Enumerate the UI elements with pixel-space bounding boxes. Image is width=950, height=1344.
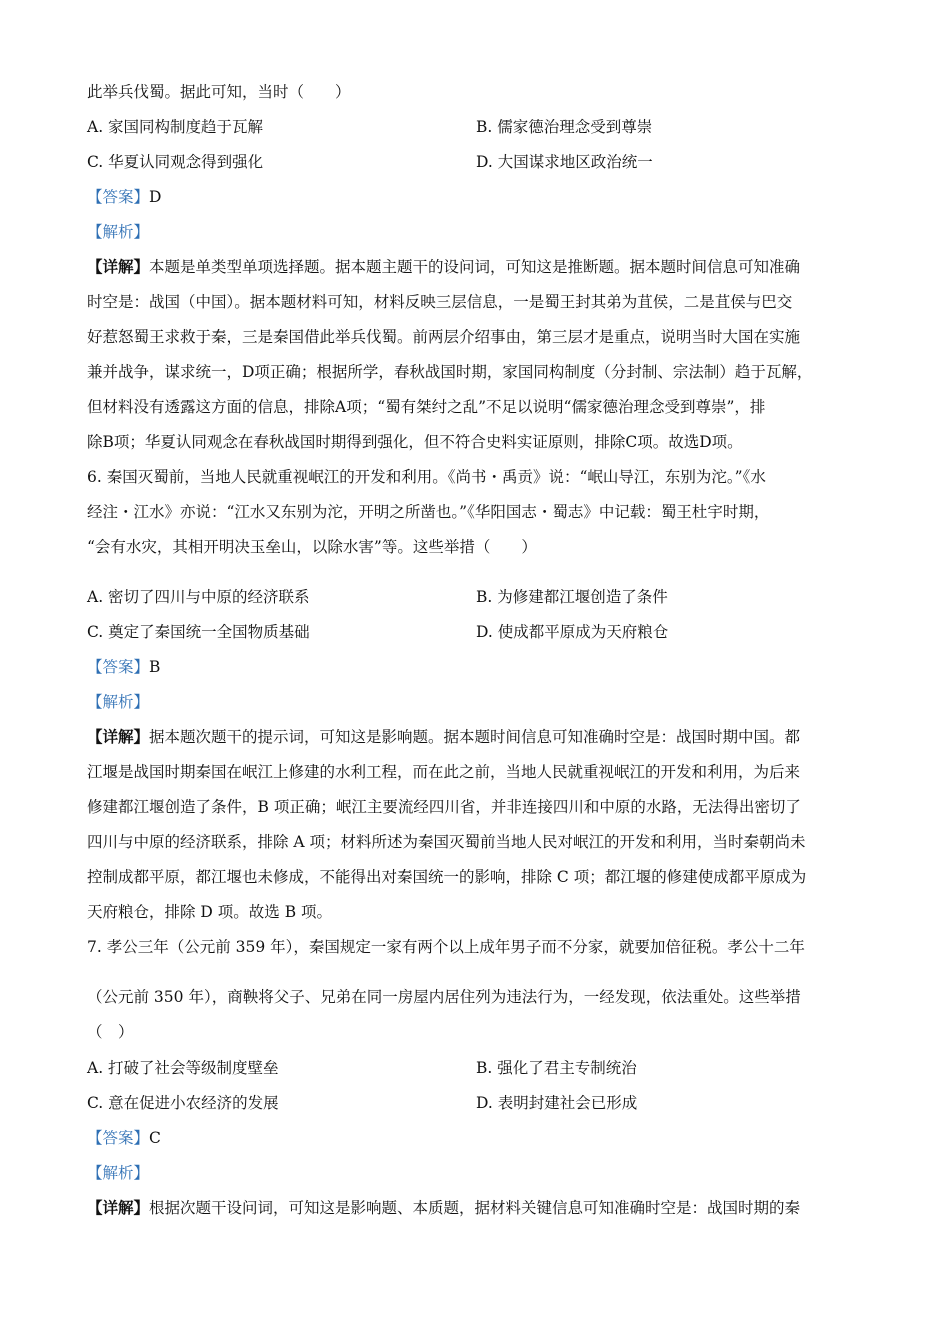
q7-option-d: D. 表明封建社会已形成 <box>476 1094 638 1112</box>
q6-answer-label: 【答案】 <box>87 658 150 676</box>
q5-stem-tail: 此举兵伐蜀。据此可知，当时（ ） <box>87 83 351 101</box>
q5-option-d: D. 大国谋求地区政治统一 <box>476 153 653 171</box>
q7-stem-line-2: （公元前 350 年），商鞅将父子、兄弟在同一房屋内居住列为违法行为，一经发现，依法重处。这些举措 <box>87 988 801 1006</box>
q6-detail-label: 【详解】 <box>87 727 150 746</box>
q6-detail-line-6: 天府粮仓，排除 D 项。故选 B 项。 <box>87 903 333 921</box>
q7-answer <box>87 1128 161 1148</box>
q6-detail-line-1 <box>87 727 800 747</box>
q6-detail-text: 据本题次题干的提示词，可知这是影响题。据本题时间信息可知准确时空是：战国时期中国。都 <box>149 728 801 746</box>
q6-analysis <box>87 692 149 712</box>
q7-analysis-label: 【解析】 <box>87 1164 150 1182</box>
q5-answer <box>87 187 161 207</box>
q5-analysis <box>87 222 149 242</box>
q6-option-a: A. 密切了四川与中原的经济联系 <box>87 588 310 606</box>
q5-detail-label: 【详解】 <box>87 257 150 276</box>
q6-stem-line-3: “会有水灾，其相开明决玉垒山，以除水害”等。这些举措（ ） <box>87 538 537 556</box>
q5-option-a: A. 家国同构制度趋于瓦解 <box>87 118 264 136</box>
q5-detail-line-5: 但材料没有透露这方面的信息，排除A项；“蜀有桀纣之乱”不足以说明“儒家德治理念受到尊崇”，排 <box>87 398 766 416</box>
q5-answer-value: D <box>149 188 162 206</box>
q6-detail-line-5: 控制成都平原，都江堰也未修成，不能得出对秦国统一的影响，排除 C 项；都江堰的修建使成都平原成为 <box>87 868 807 886</box>
q6-option-d: D. 使成都平原成为天府粮仓 <box>476 623 669 641</box>
q6-answer <box>87 657 160 677</box>
q6-stem-line-1: 6. 秦国灭蜀前，当地人民就重视岷江的开发和利用。《尚书・禹贡》说：“岷山导江，东别为沱。”《水 <box>87 468 766 486</box>
q7-answer-label: 【答案】 <box>87 1129 150 1147</box>
q7-detail-text: 根据次题干设问词，可知这是影响题、本质题，据材料关键信息可知准确时空是：战国时期的秦 <box>149 1199 801 1217</box>
q5-detail-line-6: 除B项；华夏认同观念在春秋战国时期得到强化，但不符合史料实证原则，排除C项。故选D项。 <box>87 433 743 451</box>
q6-detail-line-3: 修建都江堰创造了条件，B 项正确；岷江主要流经四川省，并非连接四川和中原的水路，无法得出密切了 <box>87 798 801 816</box>
q7-option-b: B. 强化了君主专制统治 <box>476 1059 637 1077</box>
q6-option-b: B. 为修建都江堰创造了条件 <box>476 588 668 606</box>
q6-stem-line-2: 经注・江水》亦说：“江水又东别为沱，开明之所凿也。”《华阳国志・蜀志》中记载：蜀王杜宇时期， <box>87 503 770 521</box>
q7-analysis <box>87 1163 149 1183</box>
q7-detail-label: 【详解】 <box>87 1198 150 1217</box>
q6-option-c: C. 奠定了秦国统一全国物质基础 <box>87 623 310 641</box>
q7-detail-line-1 <box>87 1198 800 1218</box>
q5-detail-text: 本题是单类型单项选择题。据本题主题干的设问词，可知这是推断题。据本题时间信息可知准确 <box>149 258 801 276</box>
q7-answer-value: C <box>149 1129 161 1147</box>
q6-analysis-label: 【解析】 <box>87 693 150 711</box>
q7-stem-line-1: 7. 孝公三年（公元前 359 年），秦国规定一家有两个以上成年男子而不分家，就要加倍征税。孝公十二年 <box>87 938 805 956</box>
q7-stem-line-3: （ ） <box>87 1023 134 1041</box>
q5-detail-line-4: 兼并战争，谋求统一，D项正确；根据所学，春秋战国时期，家国同构制度（分封制、宗法制）趋于瓦解， <box>87 363 813 381</box>
q5-detail-line-1 <box>87 257 800 277</box>
q6-detail-line-4: 四川与中原的经济联系，排除 A 项；材料所述为秦国灭蜀前当地人民对岷江的开发和利用，当时秦朝尚未 <box>87 833 806 851</box>
q5-detail-line-2: 时空是：战国（中国）。据本题材料可知，材料反映三层信息，一是蜀王封其弟为苴侯，二是苴侯与巴交 <box>87 293 793 311</box>
q5-answer-label: 【答案】 <box>87 188 150 206</box>
q7-option-a: A. 打破了社会等级制度壁垒 <box>87 1059 279 1077</box>
q5-analysis-label: 【解析】 <box>87 223 150 241</box>
q6-answer-value: B <box>149 658 161 676</box>
q6-detail-line-2: 江堰是战国时期秦国在岷江上修建的水利工程，而在此之前，当地人民就重视岷江的开发和利用，为后来 <box>87 763 801 781</box>
q5-option-b: B. 儒家德治理念受到尊崇 <box>476 118 653 136</box>
q5-detail-line-3: 好惹怒蜀王求救于秦，三是秦国借此举兵伐蜀。前两层介绍事由，第三层才是重点，说明当时大国在实施 <box>87 328 801 346</box>
q5-option-c: C. 华夏认同观念得到强化 <box>87 153 264 171</box>
q7-option-c: C. 意在促进小农经济的发展 <box>87 1094 279 1112</box>
